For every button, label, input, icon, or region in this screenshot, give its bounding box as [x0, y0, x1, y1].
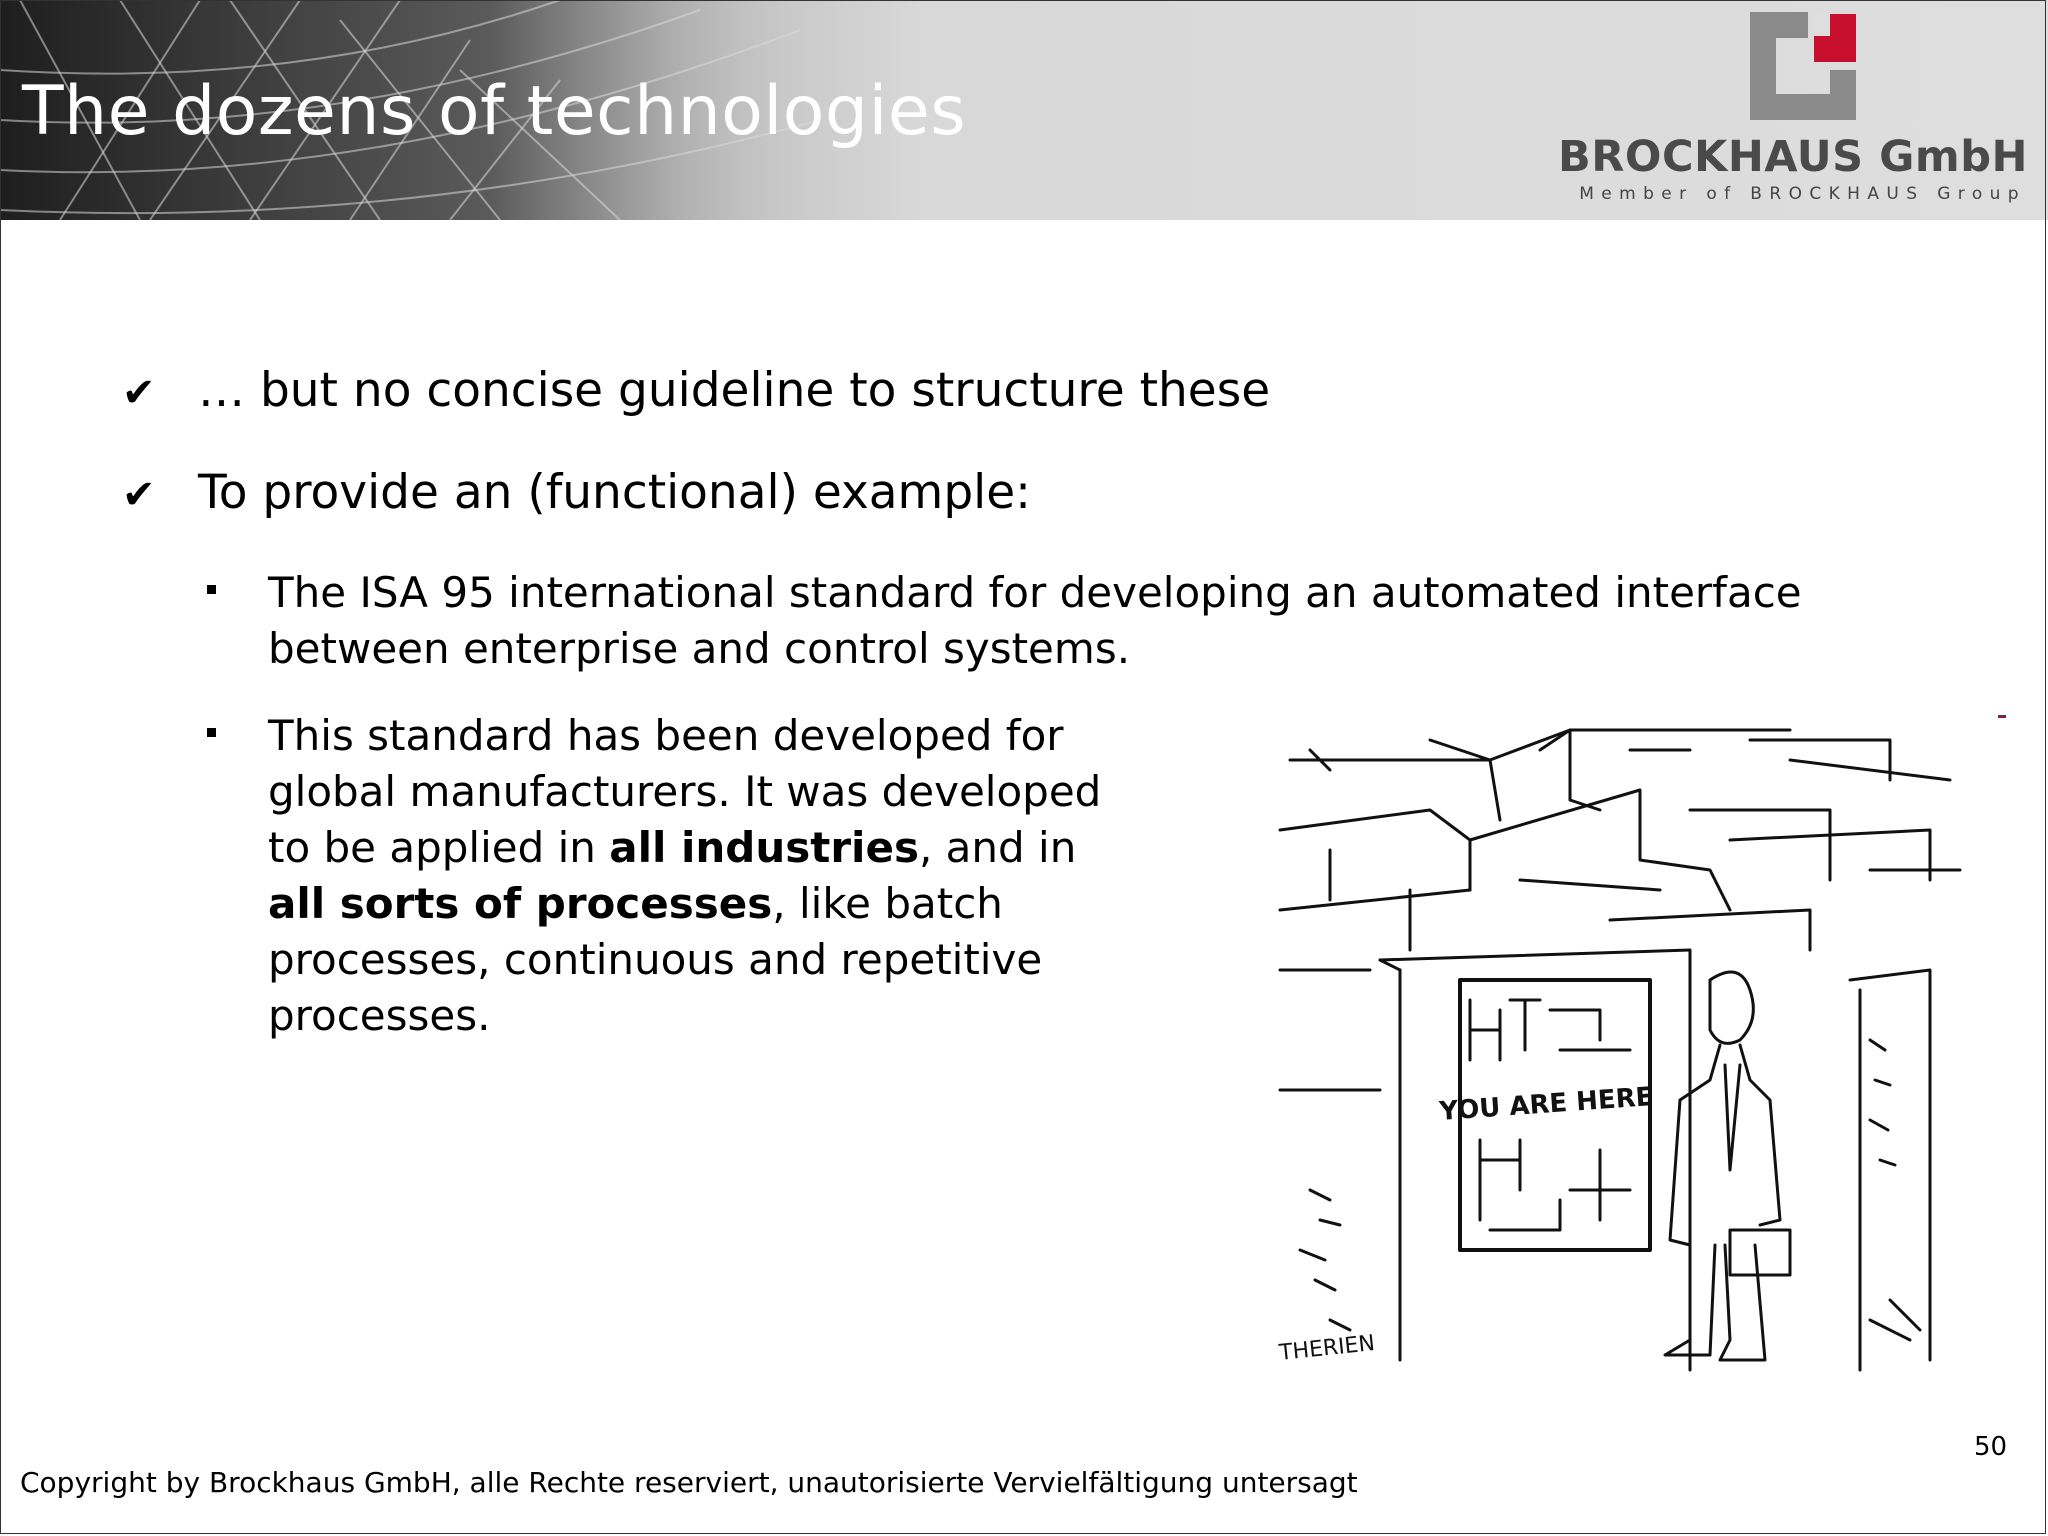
text-segment: to be applied in: [268, 823, 610, 872]
bold-text-all-industries: all industries: [609, 823, 919, 872]
bold-text-all-sorts-of-processes: all sorts of processes: [268, 879, 773, 928]
sub-bullet-isa95: [268, 565, 1802, 677]
maze-cartoon-illustration: [1270, 720, 1970, 1380]
sub-bullet-line: [268, 876, 1101, 932]
company-tagline: Member of BROCKHAUS Group: [1579, 184, 2026, 204]
checkmark-icon: ✔: [122, 472, 156, 518]
accent-mark: [1998, 715, 2006, 718]
cartoon-signature: THERIEN: [1278, 1331, 1377, 1366]
bullet-text: … but no concise guideline to structure these: [198, 363, 1271, 418]
bullet-text: To provide an (functional) example:: [198, 465, 1031, 520]
checkmark-icon: ✔: [122, 370, 156, 416]
text-segment: , like batch: [772, 879, 1003, 928]
square-bullet-icon: [207, 728, 216, 737]
sub-bullet-line: global manufacturers. It was developed: [268, 767, 1102, 816]
copyright-notice: Copyright by Brockhaus GmbH, alle Rechte reserviert, unautorisierte Vervielfältigung untersagt: [20, 1466, 1358, 1499]
sub-bullet-line: The ISA 95 international standard for developing an automated interface: [268, 568, 1802, 617]
sub-bullet-standard: [268, 708, 1101, 1044]
company-name: BROCKHAUS GmbH: [1558, 132, 2028, 182]
sub-bullet-line: This standard has been developed for: [268, 711, 1064, 760]
slide-title: The dozens of technologies: [22, 72, 967, 151]
brockhaus-logo: [1750, 12, 1856, 120]
square-bullet-icon: [207, 585, 216, 594]
sub-bullet-line: [268, 820, 1101, 876]
text-segment: , and in: [918, 823, 1077, 872]
header-banner: [0, 0, 2048, 220]
sub-bullet-line: processes.: [268, 991, 491, 1040]
sub-bullet-line: between enterprise and control systems.: [268, 624, 1131, 673]
page-number: 50: [1974, 1432, 2008, 1462]
sign-text: YOU ARE HERE: [1438, 1082, 1655, 1127]
sub-bullet-line: processes, continuous and repetitive: [268, 935, 1043, 984]
